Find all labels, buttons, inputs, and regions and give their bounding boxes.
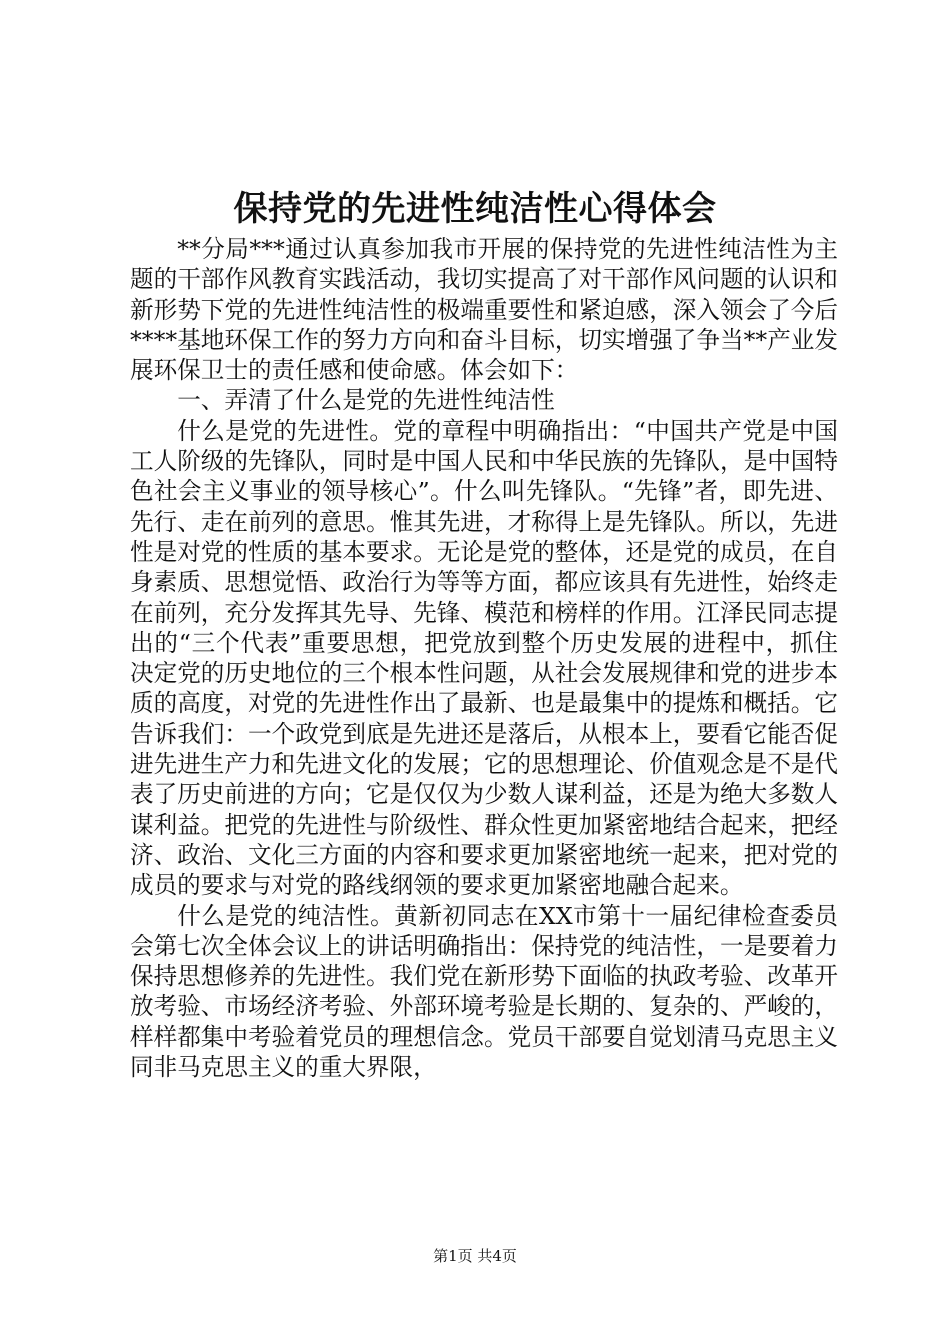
document-body (130, 234, 838, 1082)
paragraph-advanced-nature: 什么是党的先进性。党的章程中明确指出：“中国共产党是中国工人阶级的先锋队，同时是中国人民和中华民族的先锋队，是中国特色社会主义事业的领导核心”。什么叫先锋队。“先锋”者，即先进、先行、走在前列的意思。惟其先进，才称得上是先锋队。所以，先进性是对党的性质的基本要求。无论是党的整体，还是党的成员，在自身素质、思想觉悟、政治行为等等方面，都应该具有先进性，始终走在前列，充分发挥其先导、先锋、模范和榜样的作用。江泽民同志提出的“三个代表”重要思想，把党放到整个历史发展的进程中，抓住决定党的历史地位的三个根本性问题，从社会发展规律和党的进步本质的高度，对党的先进性作出了最新、也是最集中的提炼和概括。它告诉我们：一个政党到底是先进还是落后，从根本上，要看它能否促进先进生产力和先进文化的发展；它的思想理论、价值观念是不是代表了历史前进的方向；它是仅仅为少数人谋利益，还是为绝大多数人谋利益。把党的先进性与阶级性、群众性更加紧密地结合起来，把经济、政治、文化三方面的内容和要求更加紧密地统一起来，把对党的成员的要求与对党的路线纲领的要求更加紧密地融合起来。 (130, 416, 838, 900)
page-footer: 第1页 共4页 (433, 1247, 517, 1265)
paragraph-purity: 什么是党的纯洁性。黄新初同志在XX市第十一届纪律检查委员会第七次全体会议上的讲话明确指出：保持党的纯洁性，一是要着力保持思想修养的先进性。我们党在新形势下面临的执政考验、改革开放考验、市场经济考验、外部环境考验是长期的、复杂的、严峻的，样样都集中考验着党员的理想信念。党员干部要自觉划清马克思主义同非马克思主义的重大界限， (130, 901, 838, 1082)
section-heading: 一、弄清了什么是党的先进性纯洁性 (177, 386, 555, 415)
paragraph-intro: **分局***通过认真参加我市开展的保持党的先进性纯洁性为主题的干部作风教育实践活动，我切实提高了对干部作风问题的认识和新形势下党的先进性纯洁性的极端重要性和紧迫感，深入领会了今后****基地环保工作的努力方向和奋斗目标，切实增强了争当**产业发展环保卫士的责任感和使命感。体会如下： (130, 235, 838, 385)
document-title: 保持党的先进性纯洁性心得体会 (233, 189, 717, 229)
